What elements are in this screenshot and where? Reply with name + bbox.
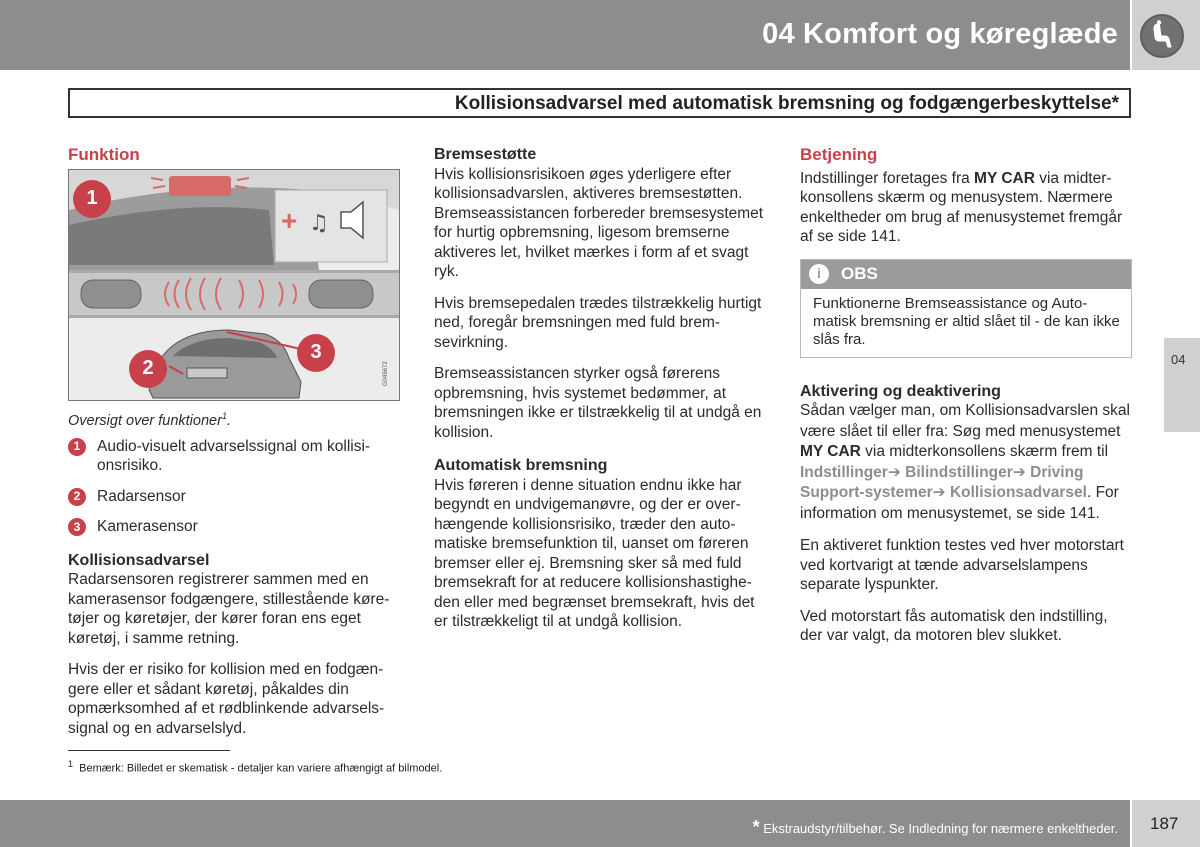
legend-text: Audio-visuelt advarselssignal om kollisionsrisiko.	[97, 437, 371, 475]
info-icon: i	[809, 264, 829, 284]
menu-path-bilindstillinger: Bilindstillinger	[905, 463, 1013, 481]
figure-badge-2: 2	[129, 350, 167, 388]
column-middle	[434, 145, 769, 644]
menu-path-driving-support: Driving Support-systemer	[800, 463, 1084, 501]
legend-badge: 3	[68, 518, 86, 536]
legend-badge: 2	[68, 488, 86, 506]
obs-text: Funktionerne Bremseassistance og Automatisk bremsning er altid slået til - de kan ikke slås fra.	[813, 294, 1120, 348]
aktivering-para: Sådan vælger man, om Kollisionsadvarslen skal være slået til eller fra: Søg med menusystemet MY CAR via midterkonsollens skærm frem til Indstillinger➔ Bilindstillinger➔ Driving Support-systemer➔ Kollisionsadvarsel. For information om menusystemet, se side 141.	[800, 402, 1130, 522]
figure-badge-3: 3	[297, 334, 335, 372]
figure-illustration	[69, 170, 400, 401]
obs-label: OBS	[841, 264, 878, 284]
funktion-heading: Funktion	[68, 145, 140, 164]
obs-header	[801, 260, 1131, 289]
footer-note: * Ekstraudstyr/tilbehør. Se Indledning for nærmere enkeltheder.	[752, 817, 1118, 837]
aktivering-heading: Aktivering og deaktivering	[800, 382, 1001, 400]
seat-icon	[1140, 14, 1184, 58]
arrow-right-icon: ➔	[887, 463, 901, 481]
kollisionsadvarsel-para-2: Hvis der er risiko for kollision med en fodgængere eller et sådant køretøj, påkaldes din opmærksomhed af et rødblinkende advarselssignal og en advarselslyd.	[68, 661, 385, 737]
svg-text:+: +	[281, 204, 298, 236]
figure-badge-1: 1	[73, 180, 111, 218]
arrow-right-icon: ➔	[1012, 463, 1026, 481]
legend-item-3	[68, 517, 400, 537]
legend-badge: 1	[68, 438, 86, 456]
legend-item-1	[68, 437, 400, 476]
column-right	[800, 145, 1132, 658]
test-para: En aktiveret funktion testes ved hver motorstart ved kortvarigt at tænde advarselslampens separate lyspunkter.	[800, 537, 1124, 593]
legend-text: Radarsensor	[97, 487, 186, 505]
betjening-para: Indstillinger foretages fra MY CAR via midterkonsollens skærm og menusystem. Nærmere enkeltheder om brug af menusystemet fremgår af se side 141.	[800, 169, 1123, 245]
section-title-box	[68, 88, 1131, 118]
page-number: 187	[1150, 814, 1179, 833]
automatisk-bremsning-heading: Automatisk bremsning	[434, 457, 608, 474]
automatisk-bremsning-para: Hvis føreren i denne situation endnu ikke har begyndt en undvigemanøvre, og der er overhængende kollisionsrisiko, træder den automatiske bremsefunktion til, uanset om føreren bremser eller ej. Bremsning sker så med fuld bremsekraft for at reducere kollisionshastigheden eller med begrænset bremsekraft, hvis det er tilstrækkeligt til at undgå kollision.	[434, 476, 755, 630]
footnote: $^1$ Bemærk: Billedet er skematisk - detaljer kan variere afhængigt af bilmodel.	[68, 759, 443, 775]
footnote-divider	[68, 750, 230, 751]
menu-path-indstillinger: Indstillinger	[800, 463, 888, 481]
bremsestotte-para-1: Hvis kollisionsrisikoen øges yderligere efter kollisionsadvarslen, aktiveres bremsestøtten. Bremseassistancen forbereder bremsesystemet for hurtig opbremsning, ligesom bremserne aktiveres let, hvilket mærkes i form af et svagt ryk.	[434, 165, 764, 280]
bremsestotte-para-2: Hvis bremsepedalen trædes tilstrækkelig hurtigt ned, foregår bremsningen med fuld bremsevirkning.	[434, 294, 762, 351]
chapter-title: 04 Komfort og køreglæde	[762, 18, 1118, 50]
bremsestotte-heading: Bremsestøtte	[434, 146, 537, 163]
legend-text: Kamerasensor	[97, 518, 198, 536]
kollisionsadvarsel-heading: Kollisionsadvarsel	[68, 551, 210, 569]
svg-text:♫: ♫	[309, 210, 329, 236]
obs-note-box	[800, 259, 1132, 358]
motorstart-para: Ved motorstart fås automatisk den indstilling, der var valgt, da motoren blev slukket.	[800, 607, 1108, 644]
bremsestotte-para-3: Bremseassistancen styrker også førerens opbremsning, hvis systemet bedømmer, at bremsningen ikke er tilstrækkelig til at undgå en kollision.	[434, 365, 762, 441]
figure-caption: Oversigt over funktioner$^1$.	[68, 410, 231, 429]
chapter-side-tab-label: 04	[1171, 352, 1186, 367]
legend-item-2	[68, 487, 400, 507]
figure-code: G045672	[383, 360, 389, 386]
kollisionsadvarsel-para-1: Radarsensoren registrerer sammen med en kamerasensor fodgængere, stillestående køretøjer og køretøjer, der kører foran ens eget køretøj, i samme retning.	[68, 571, 390, 647]
function-overview-figure	[68, 169, 400, 401]
betjening-heading: Betjening	[800, 145, 878, 164]
column-left	[68, 145, 400, 750]
menu-path-kollisionsadvarsel: Kollisionsadvarsel	[949, 484, 1087, 501]
arrow-right-icon: ➔	[932, 484, 946, 501]
section-title: Kollisionsadvarsel med automatisk bremsning og fodgængerbeskyttelse*	[454, 93, 1119, 114]
